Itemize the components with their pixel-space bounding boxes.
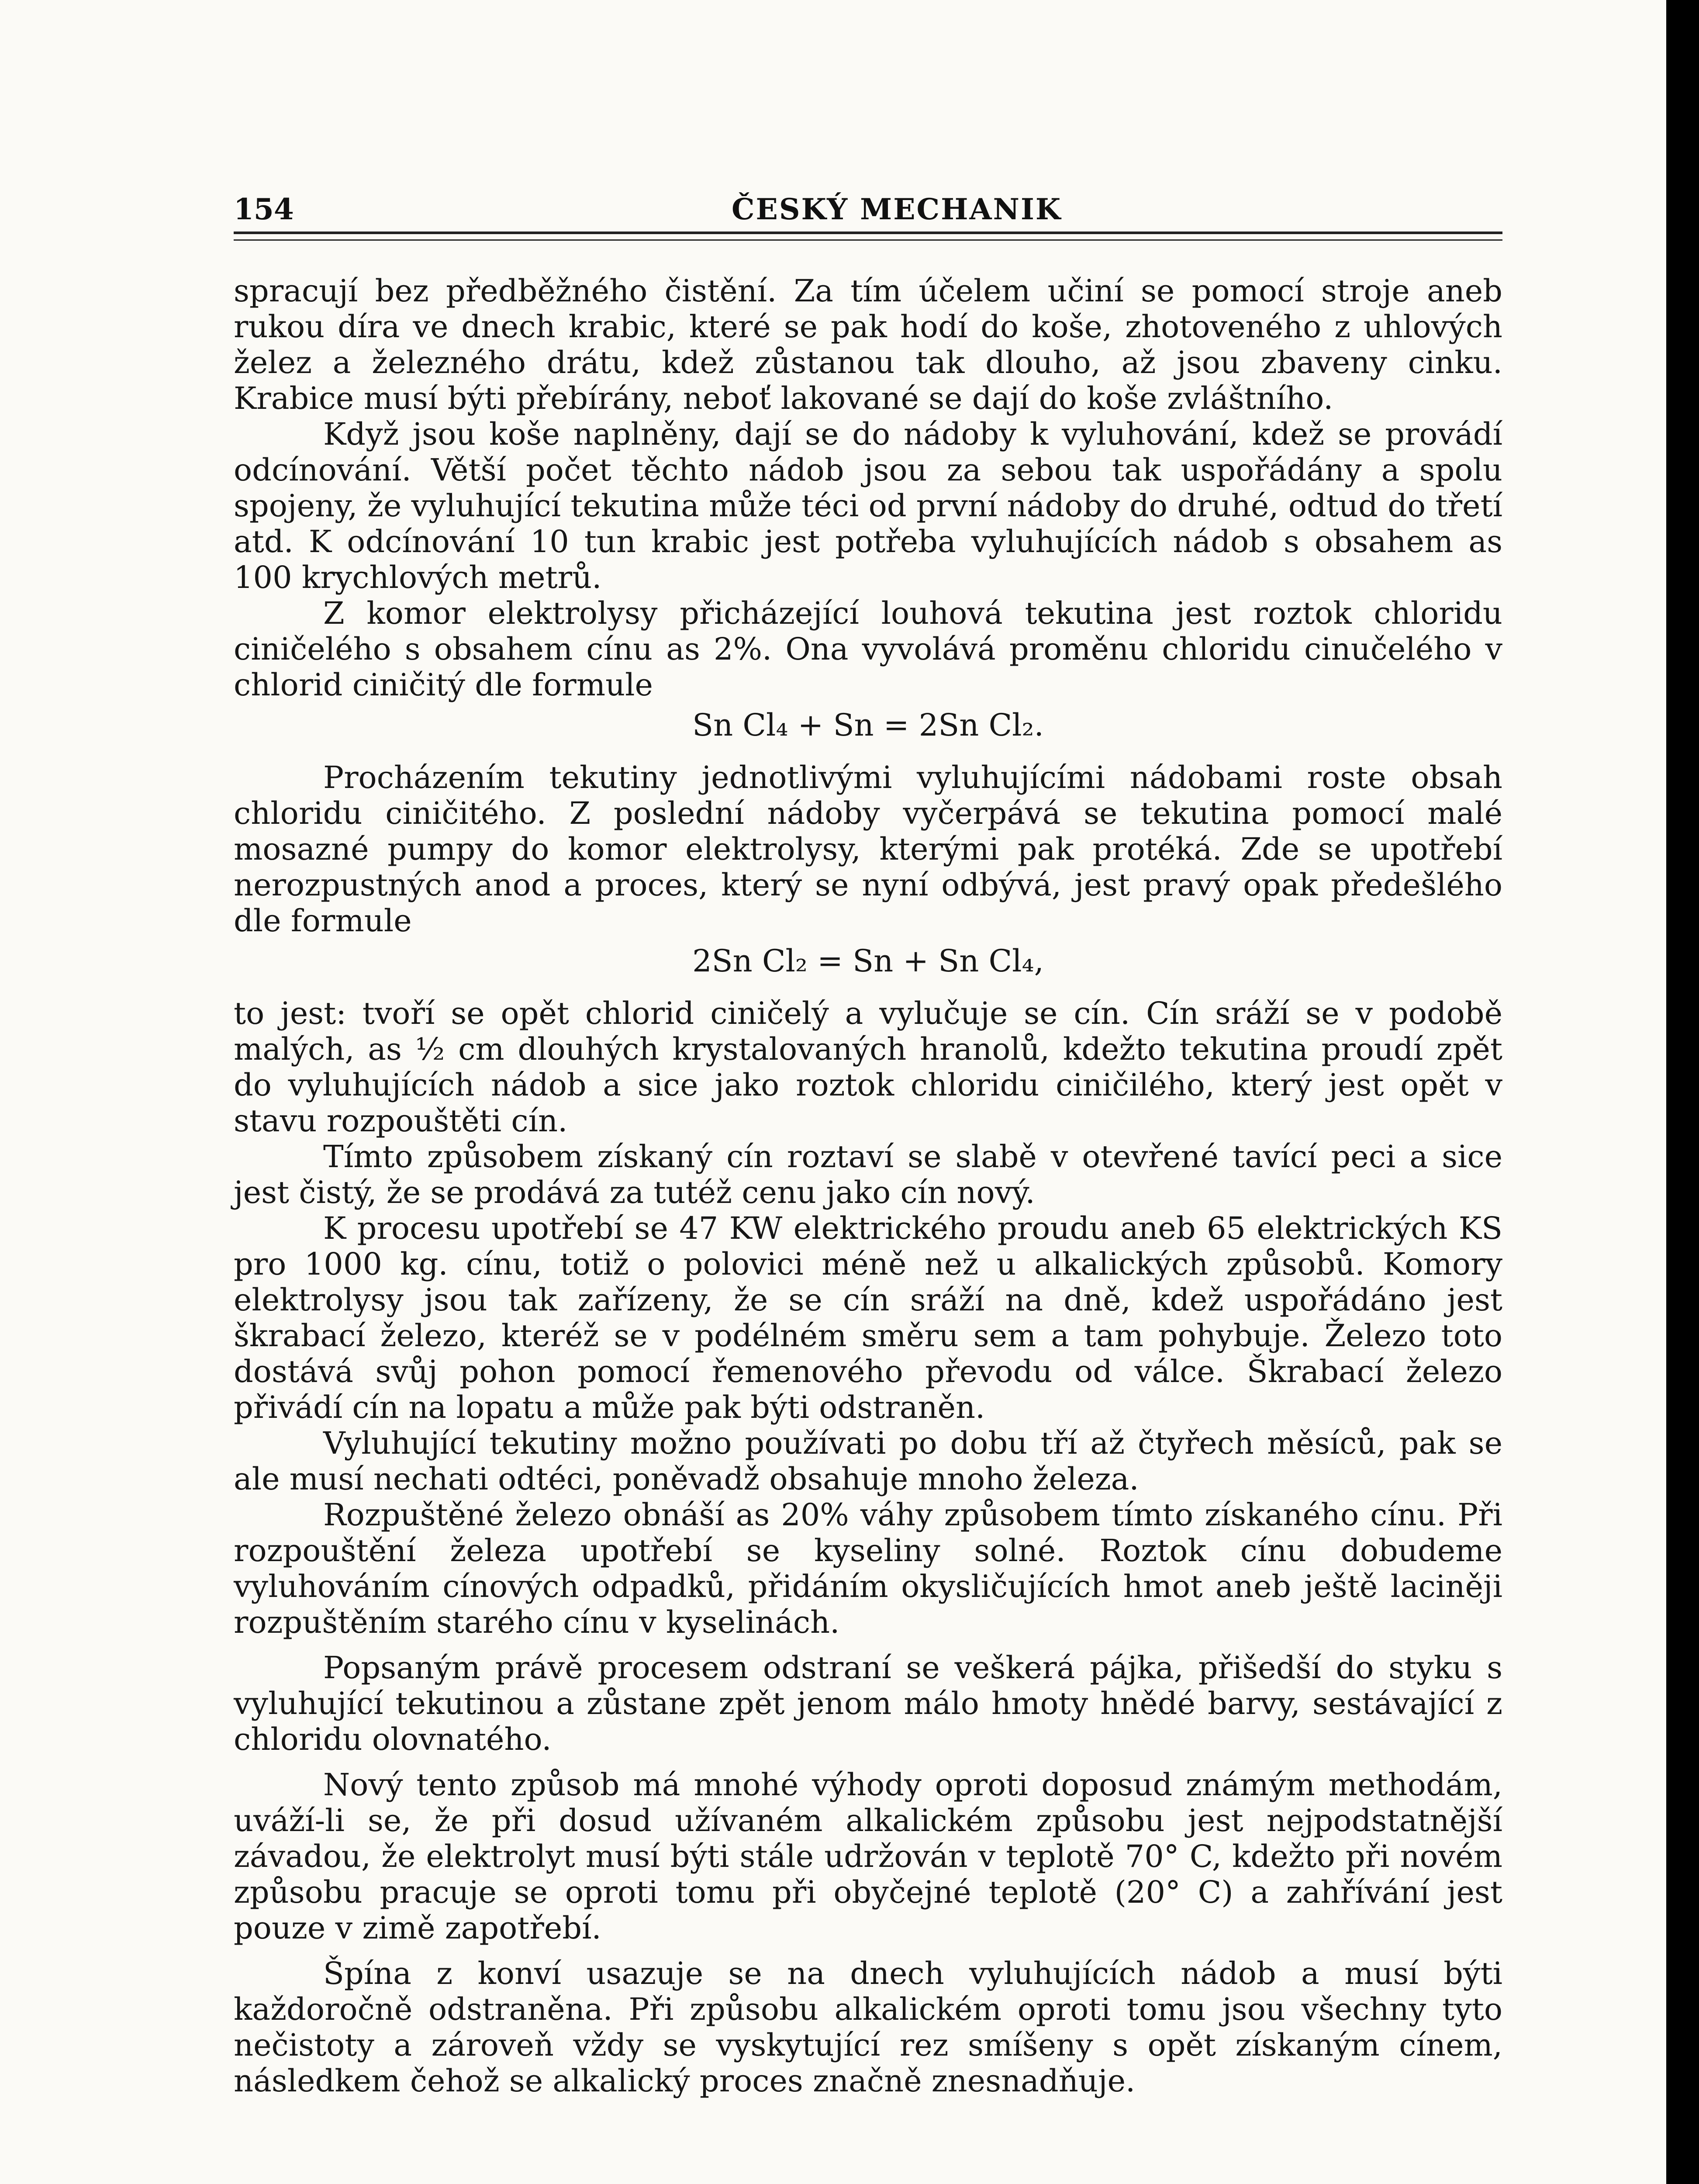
formula: 2Sn Cl₂ = Sn + Sn Cl₄, (692, 943, 1044, 979)
formula: Sn Cl₄ + Sn = 2Sn Cl₂. (692, 707, 1044, 743)
paragraph: Tímto způsobem získaný cín roztaví se slabě v otevřené tavící peci a sice jest čistý, že se prodává za tutéž cenu jako cín nový. (234, 1139, 1502, 1210)
paragraph: to jest: tvoří se opět chlorid ciničelý a vylučuje se cín. Cín sráží se v podobě malých, as ½ cm dlouhých krystalovaných hranolů, kdežto tekutina proudí zpět do vyluhujících nádob a sice jako roztok chloridu ciničilého, který jest opět v stavu rozpouštěti cín. (234, 995, 1502, 1139)
header-rule-thick (234, 232, 1502, 234)
running-header (234, 183, 1500, 232)
running-title: ČESKÝ MECHANIK (732, 192, 1062, 226)
paragraph: K procesu upotřebí se 47 KW elektrického proudu aneb 65 elektrických KS pro 1000 kg. cínu, totiž o polovici méně než u alkalických způsobů. Komory elektrolysy jsou tak zařízeny, že se cín sráží na dně, kdež uspořádáno jest škrabací železo, kteréž se v podélném směru sem a tam pohybuje. Železo toto dostává svůj pohon pomocí řemenového převodu od válce. Škrabací železo přivádí cín na lopatu a může pak býti odstraněn. (234, 1210, 1502, 1425)
paragraph: Vyluhující tekutiny možno používati po dobu tří až čtyřech měsíců, pak se ale musí nechati odtéci, poněvadž obsahuje mnoho železa. (234, 1425, 1502, 1497)
paragraph: Když jsou koše naplněny, dají se do nádoby k vyluhování, kdež se provádí odcínování. Větší počet těchto nádob jsou za sebou tak uspořádány a spolu spojeny, že vyluhující tekutina může téci od první nádoby do druhé, odtud do třetí atd. K odcínování 10 tun krabic jest potřeba vyluhujících nádob s obsahem as 100 krychlových metrů. (234, 416, 1502, 595)
page-number: 154 (234, 192, 294, 226)
paragraph: Rozpuštěné železo obnáší as 20% váhy způsobem tímto získaného cínu. Při rozpouštění železa upotřebí se kyseliny solné. Roztok cínu dobudeme vyluhováním cínových odpadků, přidáním okysličujících hmot aneb ještě laciněji rozpuštěním starého cínu v kyselinách. (234, 1497, 1502, 1640)
body-text (234, 273, 1502, 2099)
header-rule-thin (234, 239, 1502, 241)
paragraph: Procházením tekutiny jednotlivými vyluhujícími nádobami roste obsah chloridu ciničitého. Z poslední nádoby vyčerpává se tekutina pomocí malé mosazné pumpy do komor elektrolysy, kterými pak protéká. Zde se upotřebí nerozpustných anod a proces, který se nyní odbývá, jest pravý opak předešlého dle formule (234, 760, 1502, 939)
paragraph: Nový tento způsob má mnohé výhody oproti doposud známým methodám, uváží-li se, že při dosud užívaném alkalickém způsobu jest nejpodstatnější závadou, že elektrolyt musí býti stále udržován v teplotě 70° C, kdežto při novém způsobu pracuje se oproti tomu při obyčejné teplotě (20° C) a zahřívání jest pouze v zimě zapotřebí. (234, 1767, 1502, 1946)
paragraph: Špína z konví usazuje se na dnech vyluhujících nádob a musí býti každoročně odstraněna. Při způsobu alkalickém oproti tomu jsou všechny tyto nečistoty a zároveň vždy se vyskytující rez smíšeny s opět získaným cínem, následkem čehož se alkalický proces značně znesnadňuje. (234, 1956, 1502, 2099)
paragraph: Z komor elektrolysy přicházející louhová tekutina jest roztok chloridu ciničelého s obsahem cínu as 2%. Ona vyvolává proměnu chloridu cinučelého v chlorid ciničitý dle formule (234, 595, 1502, 703)
scan-border (1666, 0, 1699, 2184)
paragraph: Popsaným právě procesem odstraní se veškerá pájka, přišedší do styku s vyluhující tekutinou a zůstane zpět jenom málo hmoty hnědé barvy, sestávající z chloridu olovnatého. (234, 1650, 1502, 1757)
paragraph: spracují bez předběžného čistění. Za tím účelem učiní se pomocí stroje aneb rukou díra ve dnech krabic, které se pak hodí do koše, zhotoveného z uhlových želez a železného drátu, kdež zůstanou tak dlouho, až jsou zbaveny cinku. Krabice musí býti přebírány, neboť lakované se dají do koše zvláštního. (234, 273, 1502, 416)
